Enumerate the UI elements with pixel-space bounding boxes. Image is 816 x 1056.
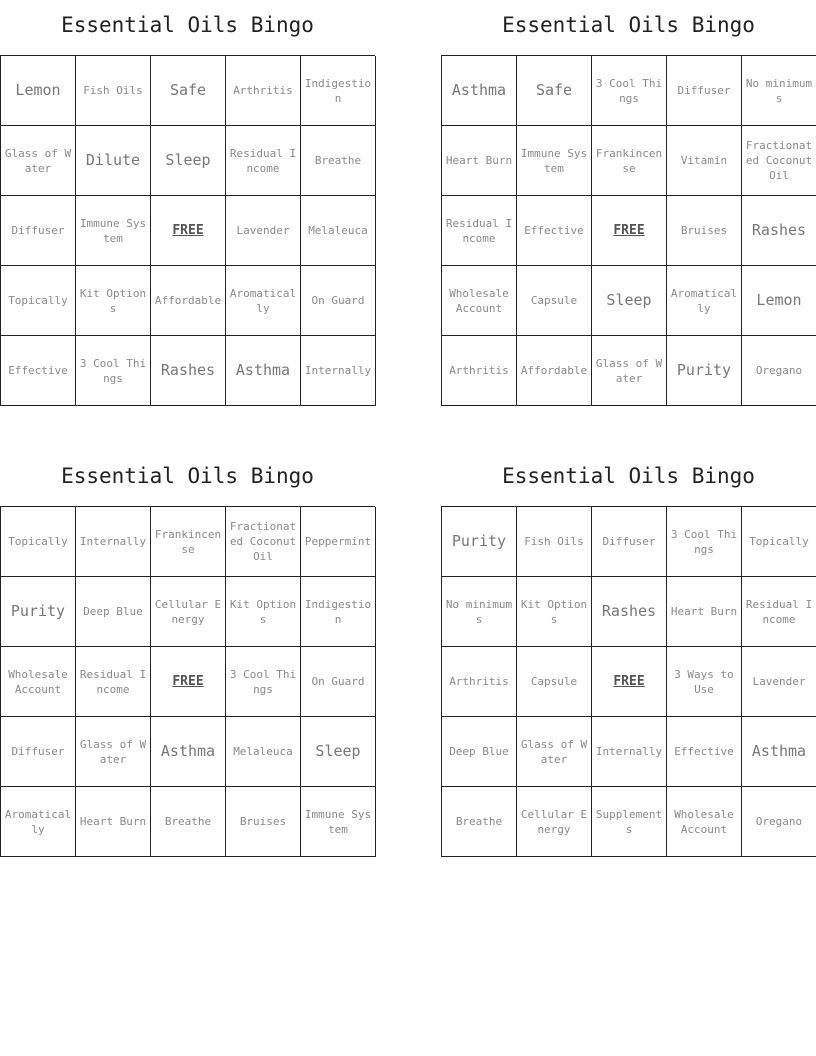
bingo-cell: Residual Income (76, 647, 151, 717)
bingo-cell: No minimums (742, 56, 816, 126)
bingo-cell: Diffuser (667, 56, 742, 126)
bingo-cell: Kit Options (76, 266, 151, 336)
bingo-cell: Lemon (742, 266, 816, 336)
card-title: Essential Oils Bingo (502, 464, 755, 488)
bingo-cell: Lavender (742, 647, 816, 717)
bingo-cell: Glass of Water (592, 336, 667, 406)
bingo-cell: Affordable (151, 266, 226, 336)
bingo-cell: Effective (517, 196, 592, 266)
bingo-cell: Immune System (301, 787, 376, 857)
bingo-cell: Immune System (76, 196, 151, 266)
bingo-cell: Asthma (151, 717, 226, 787)
bingo-cell: Sleep (592, 266, 667, 336)
bingo-cell: Sleep (301, 717, 376, 787)
bingo-cell: Internally (76, 507, 151, 577)
bingo-cell: Peppermint (301, 507, 376, 577)
bingo-cell: Wholesale Account (667, 787, 742, 857)
bingo-cell: Asthma (226, 336, 301, 406)
bingo-cell: Topically (742, 507, 816, 577)
bingo-cell: Deep Blue (76, 577, 151, 647)
bingo-cell: Internally (592, 717, 667, 787)
bingo-cell: Effective (1, 336, 76, 406)
bingo-cell: Heart Burn (442, 126, 517, 196)
bingo-cell: Asthma (442, 56, 517, 126)
bingo-cell: 3 Cool Things (592, 56, 667, 126)
bingo-cell: On Guard (301, 266, 376, 336)
bingo-cell: Deep Blue (442, 717, 517, 787)
bingo-cell: Asthma (742, 717, 816, 787)
bingo-cell: Glass of Water (1, 126, 76, 196)
bingo-cell: Purity (1, 577, 76, 647)
bingo-grid (0, 506, 375, 857)
bingo-cell: Rashes (742, 196, 816, 266)
bingo-cell: Melaleuca (301, 196, 376, 266)
card-title: Essential Oils Bingo (502, 13, 755, 37)
bingo-cell: Kit Options (517, 577, 592, 647)
bingo-cell: Rashes (592, 577, 667, 647)
bingo-cell: Breathe (301, 126, 376, 196)
free-space-cell: FREE (151, 196, 226, 266)
bingo-cell: Wholesale Account (1, 647, 76, 717)
bingo-cell: 3 Cool Things (226, 647, 301, 717)
free-space-cell: FREE (592, 196, 667, 266)
bingo-cell: Lemon (1, 56, 76, 126)
bingo-cell: Supplements (592, 787, 667, 857)
bingo-cell: Purity (667, 336, 742, 406)
bingo-cell: 3 Cool Things (76, 336, 151, 406)
bingo-grid (441, 506, 816, 857)
bingo-grid (0, 55, 375, 406)
bingo-cell: Vitamin (667, 126, 742, 196)
bingo-cell: Residual Income (742, 577, 816, 647)
bingo-cell: Safe (151, 56, 226, 126)
bingo-cell: Aromatically (226, 266, 301, 336)
bingo-cell: Indigestion (301, 577, 376, 647)
bingo-cell: Kit Options (226, 577, 301, 647)
bingo-cell: Residual Income (226, 126, 301, 196)
bingo-cell: Immune System (517, 126, 592, 196)
bingo-cell: No minimums (442, 577, 517, 647)
bingo-cell: Bruises (667, 196, 742, 266)
bingo-cell: Breathe (442, 787, 517, 857)
bingo-cell: Effective (667, 717, 742, 787)
bingo-card-2 (441, 0, 816, 406)
bingo-cell: Wholesale Account (442, 266, 517, 336)
free-space-cell: FREE (151, 647, 226, 717)
bingo-cell: Fractionated Coconut Oil (742, 126, 816, 196)
bingo-cell: Oregano (742, 336, 816, 406)
bingo-cell: Sleep (151, 126, 226, 196)
bingo-cell: Bruises (226, 787, 301, 857)
bingo-cell: Melaleuca (226, 717, 301, 787)
bingo-cell: Fish Oils (517, 507, 592, 577)
card-title: Essential Oils Bingo (61, 13, 314, 37)
bingo-cell: Frankincense (151, 507, 226, 577)
bingo-cell: Diffuser (1, 196, 76, 266)
bingo-cell: Arthritis (442, 647, 517, 717)
bingo-cell: Lavender (226, 196, 301, 266)
bingo-cell: Breathe (151, 787, 226, 857)
bingo-cell: Capsule (517, 266, 592, 336)
bingo-cell: Internally (301, 336, 376, 406)
bingo-cell: 3 Ways to Use (667, 647, 742, 717)
bingo-cell: 3 Cool Things (667, 507, 742, 577)
bingo-cell: Glass of Water (517, 717, 592, 787)
bingo-cell: Purity (442, 507, 517, 577)
bingo-cell: Residual Income (442, 196, 517, 266)
bingo-cell: Arthritis (442, 336, 517, 406)
bingo-cell: Diffuser (1, 717, 76, 787)
bingo-cell: Topically (1, 507, 76, 577)
bingo-cell: Aromatically (1, 787, 76, 857)
bingo-cell: Dilute (76, 126, 151, 196)
bingo-card-1 (0, 0, 375, 406)
bingo-cell: Indigestion (301, 56, 376, 126)
card-title: Essential Oils Bingo (61, 464, 314, 488)
bingo-cell: Oregano (742, 787, 816, 857)
bingo-cell: Heart Burn (76, 787, 151, 857)
bingo-cell: Affordable (517, 336, 592, 406)
bingo-card-4 (441, 451, 816, 857)
bingo-cell: Arthritis (226, 56, 301, 126)
bingo-cell: Fish Oils (76, 56, 151, 126)
bingo-cell: Capsule (517, 647, 592, 717)
bingo-cell: Cellular Energy (151, 577, 226, 647)
bingo-cell: Frankincense (592, 126, 667, 196)
bingo-cell: Rashes (151, 336, 226, 406)
bingo-cell: Cellular Energy (517, 787, 592, 857)
bingo-cell: Heart Burn (667, 577, 742, 647)
bingo-card-3 (0, 451, 375, 857)
bingo-cell: On Guard (301, 647, 376, 717)
bingo-cell: Fractionated Coconut Oil (226, 507, 301, 577)
free-space-cell: FREE (592, 647, 667, 717)
bingo-grid (441, 55, 816, 406)
bingo-cell: Topically (1, 266, 76, 336)
bingo-cell: Safe (517, 56, 592, 126)
bingo-cell: Diffuser (592, 507, 667, 577)
bingo-cell: Glass of Water (76, 717, 151, 787)
bingo-cell: Aromatically (667, 266, 742, 336)
